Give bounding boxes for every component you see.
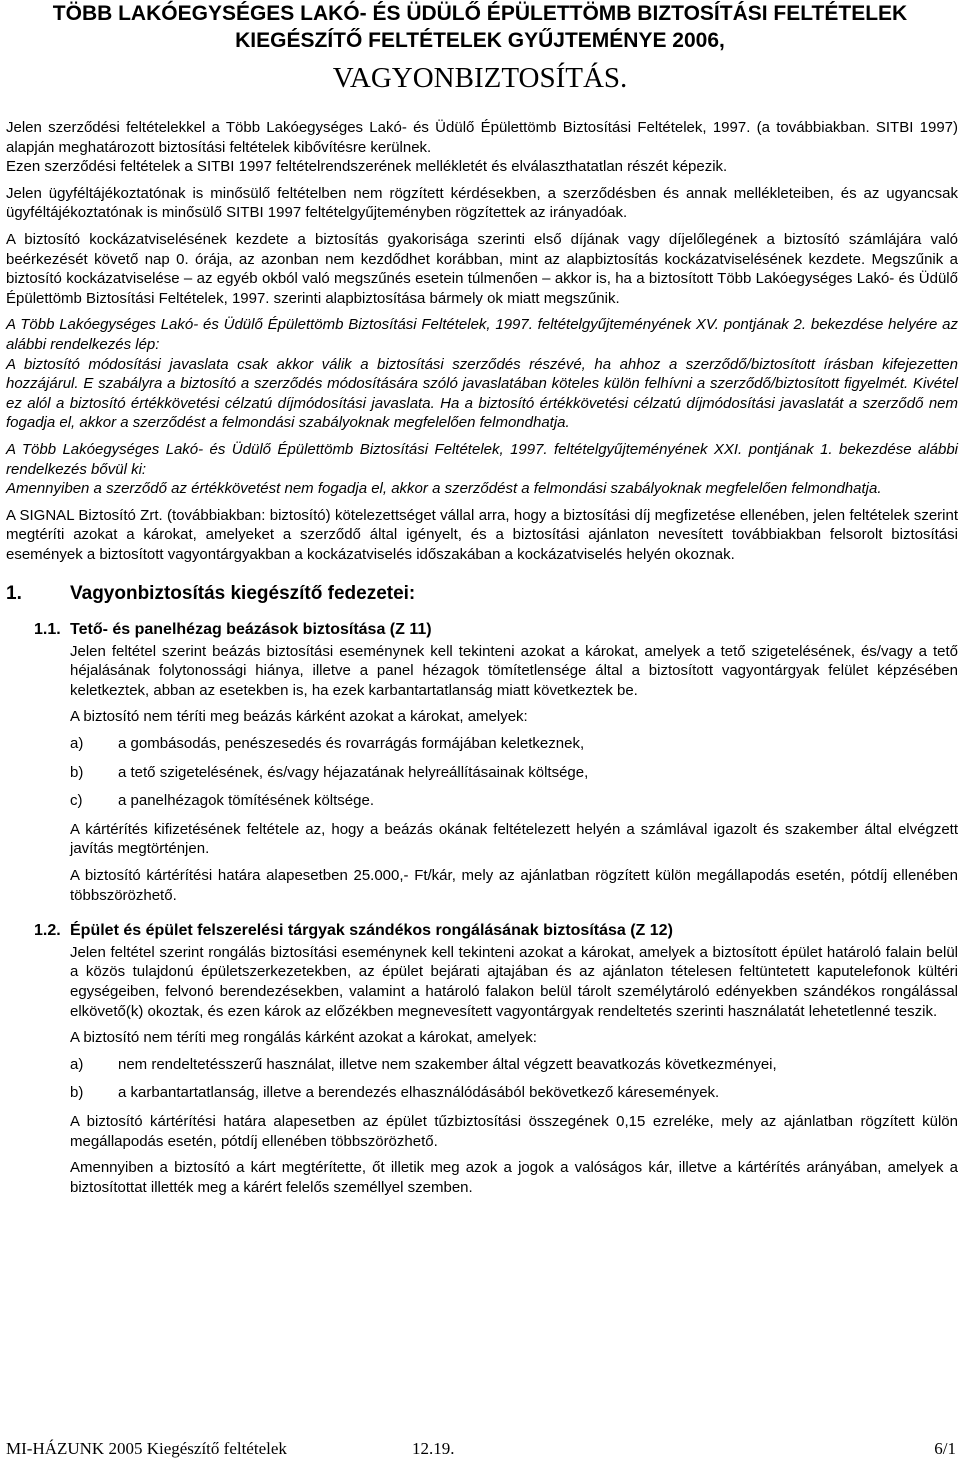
document-body: [6, 118, 958, 1204]
amendment-1-heading: A Több Lakóegységes Lakó- és Üdülő Épülettömb Biztosítási Feltételek, 1997. feltételgyűjteményének XV. pontjának 2. bekezdése helyére az alábbi rendelkezés lép:: [6, 316, 958, 353]
list-item-text: a karbantartatlanság, illetve a berendezés elhasználódásából bekövetkező káresemények.: [118, 1084, 720, 1102]
intro-paragraph-1: Jelen szerződési feltételekkel a Több Lakóegységes Lakó- és Üdülő Épülettömb Biztosítási Feltételek, 1997. (a továbbiakban. SITBI 1997) alapján meghatározott biztosítási feltételek kibővítésre kerülnek.: [6, 119, 958, 156]
list-item: [70, 1055, 958, 1075]
intro-paragraph-4: A biztosító kockázatviselésének kezdete a biztosítás gyakorisága szerinti első díjának vagy díjelőlegének a biztosító számlájára való beérkezését követő nap 0. órája, az azonban nem kezdődhet korábban, mint az alapbiztosítás kockázatviselésének kezdete. Megszűnik a biztosító kockázatviselése – az egyéb okból való megszűnés esetein túlmenően – akkor is, ha a biztosított Több Lakóegységes Lakó- és Üdülő Épülettömb Biztosítási Feltételek, 1997. szerinti alapbiztosítása bármely ok miatt megszűnik.: [6, 230, 958, 307]
list-item: [70, 734, 958, 754]
list-item-marker: b): [70, 1084, 84, 1102]
footer-date: 12.19.: [412, 1439, 455, 1458]
subsection-1-2-title: Épület és épület felszerelési tárgyak szándékos rongálásának biztosítása (Z 12): [70, 922, 673, 940]
list-item-marker: c): [70, 792, 83, 810]
footer-document-title: MI-HÁZUNK 2005 Kiegészítő feltételek: [6, 1439, 287, 1458]
subsection-1-2-paragraph-4: Amennyiben a biztosító a kárt megtérítette, őt illetik meg azok a jogok a valóságos kár, illetve a kártérítés arányában, amelyek a biztosítottat illették meg a kárért felelős személlyel szemben.: [70, 1159, 958, 1196]
intro-paragraph-3: Jelen ügyféltájékoztatónak is minősülő feltételben nem rögzített kérdésekben, a szerződésben és annak mellékleteiben, és az ugyancsak ügyféltájékoztatónak is minősülő SITBI 1997 feltételgyűjteményben rögzítettek az irányadóak.: [6, 184, 958, 222]
subsection-1-1-paragraph-2: A biztosító nem téríti meg beázás kárként azokat a károkat, amelyek:: [70, 708, 528, 726]
list-item-text: a gombásodás, penészesedés és rovarrágás formájában keletkeznek,: [118, 735, 585, 753]
header-title-line2: KIEGÉSZÍTŐ FELTÉTELEK GYŰJTEMÉNYE 2006,: [235, 29, 725, 52]
subsection-1-2-number: 1.2.: [34, 922, 61, 940]
list-item-text: nem rendeltetésszerű használat, illetve nem szakember által végzett beavatkozás következményei,: [118, 1055, 777, 1073]
header-title-line3: VAGYONBIZTOSÍTÁS.: [332, 62, 628, 94]
amendment-2-heading: A Több Lakóegységes Lakó- és Üdülő Épülettömb Biztosítási Feltételek, 1997. feltételgyűjteményének XXI. pontjának 1. bekezdése alábbi rendelkezés bővül ki:: [6, 440, 958, 478]
list-item: [70, 763, 958, 783]
subsection-1-2-paragraph-2: A biztosító nem téríti meg rongálás kárként azokat a károkat, amelyek:: [70, 1029, 537, 1047]
intro-paragraph-2: Ezen szerződési feltételek a SITBI 1997 feltételrendszerének mellékletét és elválaszthatatlan részét képezik.: [6, 158, 728, 176]
list-item-marker: a): [70, 1055, 84, 1073]
footer-page-number: 6/1: [934, 1439, 956, 1458]
header-title-line1: TÖBB LAKÓEGYSÉGES LAKÓ- ÉS ÜDÜLŐ ÉPÜLETTÖMB BIZTOSÍTÁSI FELTÉTELEK: [52, 2, 908, 25]
subsection-1-1-paragraph-3: A kártérítés kifizetésének feltétele az, hogy a beázás okának feltételezett helyén a számlával igazolt és szakember által elvégzett javítás megtörténjen.: [70, 820, 958, 858]
subsection-1-1-paragraph-4: A biztosító kártérítési határa alapesetben 25.000,- Ft/kár, mely az ajánlatban rögzített külön megállapodás esetén, pótdíj ellenében többszörözhető.: [70, 867, 958, 904]
subsection-1-1-title: Tető- és panelhézag beázások biztosítása (Z 11): [70, 621, 432, 639]
list-item-marker: b): [70, 763, 84, 781]
subsection-1-1-heading: [34, 620, 958, 640]
section-1-title: Vagyonbiztosítás kiegészítő fedezetei:: [70, 583, 416, 605]
signal-paragraph: A SIGNAL Biztosító Zrt. (továbbiakban: biztosító) kötelezettséget vállal arra, hogy a biztosítási díj megfizetése ellenében, jelen feltételek szerint megtéríti azokat a károkat, amelyeket a szerződő által igényelt, és a biztosítási ajánlaton nevesített továbbiakban felsorolt biztosítási események a biztosított vagyontárgyakban a kockázatviselés időszakában a kockázatviselés helyén okoznak.: [6, 506, 958, 563]
section-1-heading: [6, 584, 958, 604]
subsection-1-2-paragraph-1: Jelen feltétel szerint rongálás biztosítási eseménynek kell tekinteni azokat a károkat, amelyek a biztosított épület határoló falain belül a közös tulajdonú épületszerkezetekben, az épület bejárati ajtajában és az ajánlaton tételesen feltüntetett kaputelefonok kültéri egységeiben, felvonó berendezésekben, valamint a határoló falakon belül tárolt személytároló edényekben szándékos rongálással elkövető(k) okoztak, és ezen károk az előzékben megnevesített vagyontárgyak rendeltetés szerinti használatát lehetetlenné teszik.: [70, 943, 958, 1020]
subsection-1-2-heading: [34, 921, 958, 941]
subsection-1-1-number: 1.1.: [34, 621, 61, 639]
list-item: [70, 1083, 958, 1103]
list-item-marker: a): [70, 735, 84, 753]
list-item: [70, 791, 958, 811]
list-item-text: a tető szigetelésének, és/vagy héjazatának helyreállításainak költsége,: [118, 763, 589, 781]
amendment-2-text: Amennyiben a szerződő az értékkövetést nem fogadja el, akkor a szerződést a felmondási szabályoknak megfelelően felmondhatja.: [6, 480, 882, 498]
subsection-1-2-paragraph-3: A biztosító kártérítési határa alapesetben az épület tűzbiztosítási összegének 0,15 ezreléke, mely az ajánlatban rögzített külön megállapodás esetén, pótdíj ellenében többszörözhető.: [70, 1112, 958, 1150]
subsection-1-1-paragraph-1: Jelen feltétel szerint beázás biztosítási eseménynek kell tekinteni azokat a károkat, amelyek a tető szigetelésének, és/vagy a tető héjalásának folytonossági hiánya, illetve a panel hézagok tömítetlensége által a biztosított vagyontárgyak felület képzésében keletkeztek, abban az esetekben is, ha ezek karbantartatlanság miatt következtek be.: [70, 642, 958, 699]
amendment-1-text: A biztosító módosítási javaslata csak akkor válik a biztosítási szerződés részévé, ha ahhoz a szerződő/biztosított írásban kifejezetten hozzájárul. E szabályra a biztosító a szerződés módosítására szóló javaslatában köteles külön felhívni a szerződő/biztosított figyelmét. Kivétel ez alól a biztosító értékkövetési célzatú díjmódosítási javaslata. Ha a biztosító értékkövetési célzatú díjmódosítási javaslatát a szerződő nem fogadja el, akkor a szerződést a felmondási szabályoknak megfelelően felmondhatja.: [6, 355, 958, 432]
list-item-text: a panelhézagok tömítésének költsége.: [118, 792, 375, 810]
section-1-number: 1.: [6, 583, 22, 605]
